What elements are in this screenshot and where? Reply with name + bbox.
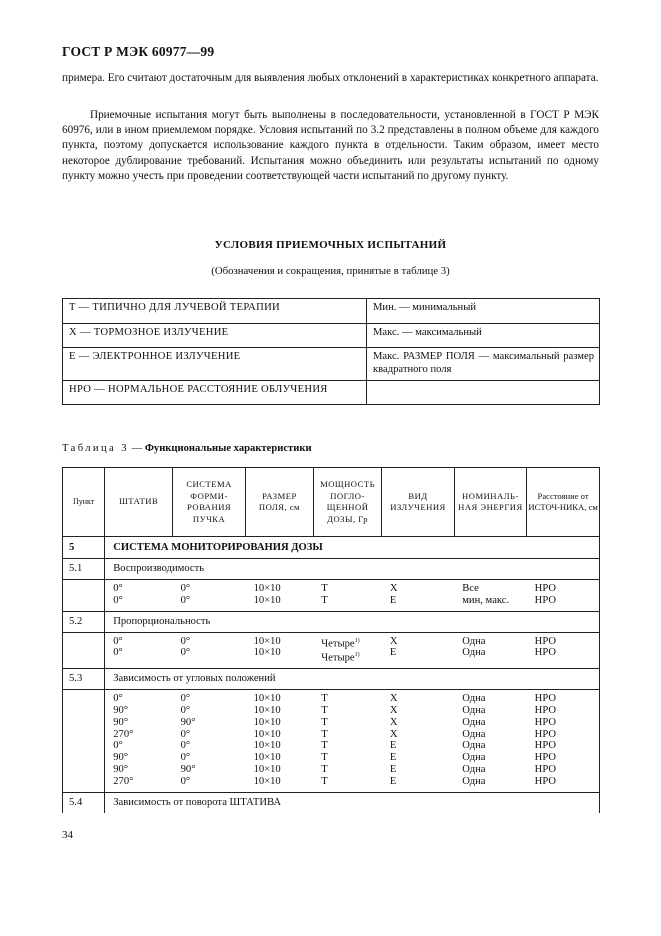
field-size-values: 10×10 10×10 — [253, 583, 281, 606]
abbreviation-row — [63, 348, 600, 381]
collimator-values: 0° 0° — [180, 583, 191, 606]
dose-values — [313, 632, 382, 669]
abbreviation-right — [367, 381, 600, 405]
table-row — [63, 632, 600, 669]
dose-value — [321, 636, 379, 650]
subsection-row — [63, 559, 600, 580]
abbreviation-right: Мин. — минимальный — [367, 299, 600, 324]
abbreviation-left: T — ТИПИЧНО ДЛЯ ЛУЧЕВОЙ ТЕРАПИИ — [63, 299, 367, 324]
subsection-number: 5.4 — [63, 792, 105, 813]
header-dose-rate: МОЩНОСТЬ ПОГЛО-ЩЕННОЙ ДОЗЫ, Гр — [313, 468, 382, 537]
collimator-values: 0° 0° 90° 0° 0° 0° 90° 0° — [180, 693, 196, 787]
radiation-values: X E — [389, 635, 398, 659]
section-number: 5 — [63, 537, 105, 559]
table-header-row — [63, 468, 600, 537]
field-size-values: 10×10 10×10 — [253, 635, 281, 659]
dose-text: Четыре — [321, 638, 355, 650]
table-title: Функциональные характеристики — [144, 443, 312, 454]
subsection-title: Воспроизводимость — [105, 559, 600, 580]
header-nominal-energy: НОМИНАЛЬ-НАЯ ЭНЕРГИЯ — [454, 468, 526, 537]
footnote-ref: 1) — [354, 637, 360, 644]
dose-values: T T T T T T T T — [321, 693, 328, 787]
energy-values: Одна Одна Одна Одна Одна Одна Одна Одна — [462, 693, 486, 787]
section-title: УСЛОВИЯ ПРИЕМОЧНЫХ ИСПЫТАНИЙ — [214, 239, 447, 251]
abbreviation-right: Макс. — максимальный — [367, 324, 600, 348]
table-row — [63, 690, 600, 792]
subsection-row — [63, 611, 600, 632]
empty-cell — [63, 632, 105, 669]
radiation-values: X E — [389, 583, 398, 606]
table-caption — [62, 443, 312, 454]
page-number: 34 — [62, 829, 73, 841]
paragraph-2: Приемочные испытания могут быть выполнены в последовательности, установленной в ГОСТ Р МЭК 60976, или в ином приемлемом порядке. Условия испытаний по 3.2 представлены в полном объеме для каждого пункта, поэтому допускается использование каждого пункта в отдельности. Таким образом, имеет место некоторое дублирование требований. Испытания можно объединить или результаты испытаний по одному пункту можно учесть при проведении соответствующей части испытаний по другому пункту. — [62, 109, 599, 182]
paragraph-acceptance — [62, 108, 599, 184]
collimator-values: 0° 0° — [180, 635, 191, 659]
footnote-ref: 1) — [354, 651, 360, 658]
section-subtitle: (Обозначения и сокращения, принятые в таблице 3) — [211, 265, 450, 277]
header-gantry: ШТАТИВ — [105, 468, 173, 537]
header-beam-system: СИСТЕМА ФОРМИ-РОВАНИЯ ПУЧКА — [173, 468, 246, 537]
abbreviation-row — [63, 324, 600, 348]
subsection-number: 5.3 — [63, 669, 105, 690]
abbreviation-right: Макс. РАЗМЕР ПОЛЯ — максимальный размер квадратного поля — [367, 348, 600, 381]
dose-value — [321, 650, 379, 664]
field-size-values: 10×10 10×10 10×10 10×10 10×10 10×10 10×10 10×10 — [253, 693, 281, 787]
document-code: ГОСТ Р МЭК 60977—99 — [62, 44, 215, 59]
gantry-values: 0° 0° — [113, 583, 123, 606]
subsection-number: 5.1 — [63, 559, 105, 580]
distance-values: НРО НРО — [527, 580, 600, 612]
paragraph-continuation — [62, 71, 599, 86]
empty-cell — [63, 690, 105, 792]
paragraph-1: примера. Его считают достаточным для выявления любых отклонений в характеристиках конкретного аппарата. — [62, 72, 599, 84]
subsection-title: Зависимость от угловых положений — [105, 669, 600, 690]
distance-values: НРО НРО — [527, 632, 600, 669]
abbreviation-row — [63, 299, 600, 324]
energy-values: Одна Одна — [462, 635, 486, 659]
abbreviations-table — [62, 298, 600, 405]
table-label: Таблица 3 — [62, 443, 129, 454]
table-row — [63, 580, 600, 612]
subsection-title: Пропорциональность — [105, 611, 600, 632]
abbreviation-left: НРО — НОРМАЛЬНОЕ РАССТОЯНИЕ ОБЛУЧЕНИЯ — [63, 381, 367, 405]
abbreviation-row — [63, 381, 600, 405]
energy-values: Все мин, макс. — [462, 583, 510, 606]
header-radiation-type: ВИД ИЗЛУЧЕНИЯ — [382, 468, 454, 537]
abbreviation-left: X — ТОРМОЗНОЕ ИЗЛУЧЕНИЕ — [63, 324, 367, 348]
subsection-row — [63, 792, 600, 813]
empty-cell — [63, 580, 105, 612]
header-source-distance: Расстояние от ИСТОЧ-НИКА, см — [527, 468, 600, 537]
header-item: Пункт — [63, 468, 105, 537]
functional-characteristics-table — [62, 467, 600, 813]
section-name: СИСТЕМА МОНИТОРИРОВАНИЯ ДОЗЫ — [105, 537, 600, 559]
section-row — [63, 537, 600, 559]
dose-text: Четыре — [321, 652, 355, 664]
subsection-row — [63, 669, 600, 690]
table-caption-dash: — — [128, 443, 145, 454]
gantry-values: 0° 90° 90° 270° 0° 90° 90° 270° — [113, 693, 134, 787]
radiation-values: X X X X E E E E — [389, 693, 398, 787]
abbreviation-left: E — ЭЛЕКТРОННОЕ ИЗЛУЧЕНИЕ — [63, 348, 367, 381]
subsection-number: 5.2 — [63, 611, 105, 632]
gantry-values: 0° 0° — [113, 635, 123, 659]
subsection-title: Зависимость от поворота ШТАТИВА — [105, 792, 600, 813]
dose-values: T T — [321, 583, 328, 606]
header-field-size: РАЗМЕР ПОЛЯ, см — [246, 468, 314, 537]
distance-values: НРО НРО НРО НРО НРО НРО НРО НРО — [527, 690, 600, 792]
